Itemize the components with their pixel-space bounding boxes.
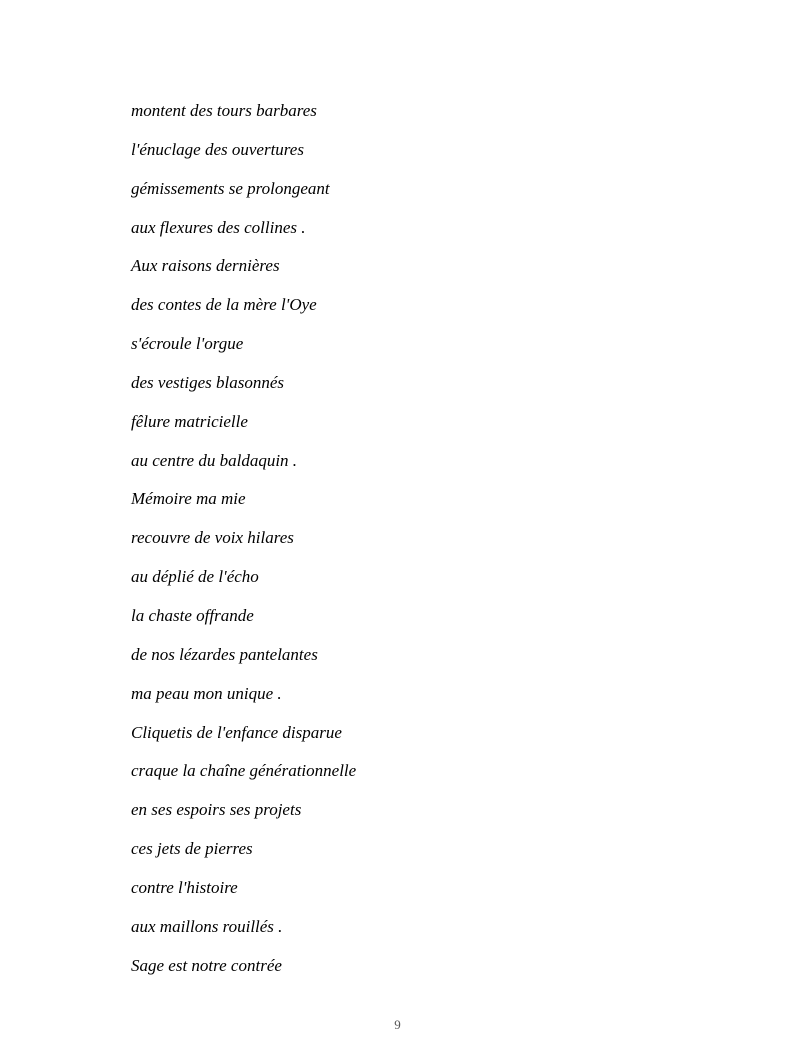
poem-line: au déplié de l'écho bbox=[131, 567, 259, 587]
poem-line: Mémoire ma mie bbox=[131, 489, 246, 509]
poem-line: contre l'histoire bbox=[131, 877, 238, 897]
poem-line: en ses espoirs ses projets bbox=[131, 800, 302, 820]
poem-line: montent des tours barbares bbox=[131, 101, 317, 120]
poem-line: la chaste offrande bbox=[131, 605, 254, 625]
poem-line: aux maillons rouillés . bbox=[131, 916, 283, 936]
poem-line: recouvre de voix hilares bbox=[131, 528, 294, 548]
poem-line: au centre du baldaquin . bbox=[131, 450, 298, 470]
poem-line: ma peau mon unique . bbox=[131, 683, 282, 703]
poem-line: des vestiges blasonnés bbox=[131, 372, 284, 392]
poem-line: Sage est notre contrée bbox=[131, 955, 282, 975]
page-number: 9 bbox=[394, 1017, 401, 1032]
poem-line: gémissements se prolongeant bbox=[131, 178, 330, 198]
poem-line: Aux raisons dernières bbox=[131, 256, 280, 276]
poem-line: fêlure matricielle bbox=[131, 411, 248, 431]
poem-line: des contes de la mère l'Oye bbox=[131, 295, 317, 315]
poem-line: l'énuclage des ouvertures bbox=[131, 139, 304, 159]
poem-line: ces jets de pierres bbox=[131, 839, 253, 859]
poem-line: s'écroule l'orgue bbox=[131, 334, 244, 354]
poem-line: Cliquetis de l'enfance disparue bbox=[131, 722, 342, 742]
poem-line: de nos lézardes pantelantes bbox=[131, 644, 318, 664]
poem-line: craque la chaîne générationnelle bbox=[131, 761, 357, 781]
poem-body bbox=[131, 99, 356, 992]
poem-line: aux flexures des collines . bbox=[131, 217, 306, 237]
